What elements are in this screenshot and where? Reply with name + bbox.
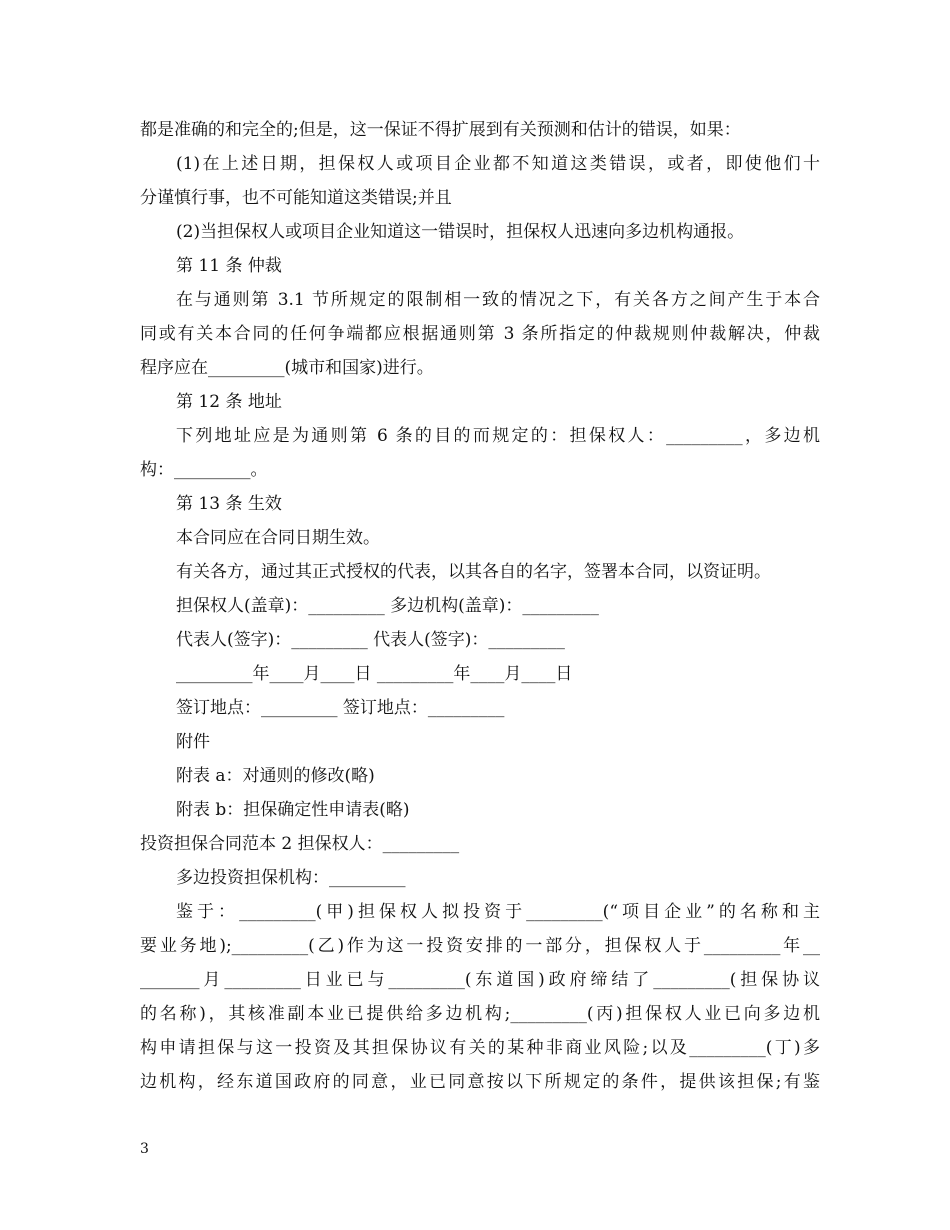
text-line: 构申请担保与这一投资及其担保协议有关的某种非商业风险;以及_________(丁)多 [140, 1038, 820, 1058]
text-line: 第 11 条 仲裁 [176, 256, 282, 276]
text-line: 要业务地);_________(乙)作为这一投资安排的一部分，担保权人于_________年__ [140, 936, 820, 956]
text-line: 构：_________。 [140, 460, 268, 480]
text-line: 程序应在_________(城市和国家)进行。 [140, 358, 434, 378]
page-number: 3 [140, 1141, 149, 1157]
text-line: 担保权人(盖章)：_________ 多边机构(盖章)：_________ [176, 596, 599, 616]
text-line: 代表人(签字)：_________ 代表人(签字)：_________ [176, 630, 565, 650]
text-line: _________年____月____日 _________年____月____日 [176, 664, 573, 684]
text-line: (1)在上述日期，担保权人或项目企业都不知道这类错误，或者，即使他们十 [176, 154, 820, 174]
text-line: 鉴于：_________(甲)担保权人拟投资于_________(“项目企业”的名称和主 [176, 902, 820, 922]
text-line: 附表 a：对通则的修改(略) [176, 766, 375, 786]
text-line: 投资担保合同范本 2 担保权人：_________ [140, 834, 460, 854]
text-line: 下列地址应是为通则第 6 条的目的而规定的：担保权人：_________，多边机 [176, 426, 820, 446]
text-line: 分谨慎行事，也不可能知道这类错误;并且 [140, 188, 452, 208]
text-line: 边机构，经东道国政府的同意，业已同意按以下所规定的条件，提供该担保;有鉴 [140, 1072, 820, 1092]
text-line: 签订地点：_________ 签订地点：_________ [176, 698, 505, 718]
text-line: 多边投资担保机构：_________ [176, 868, 406, 888]
text-line: (2)当担保权人或项目企业知道这一错误时，担保权人迅速向多边机构通报。 [176, 222, 745, 242]
text-line: 在与通则第 3.1 节所规定的限制相一致的情况之下，有关各方之间产生于本合 [176, 290, 820, 310]
text-line: 都是准确的和完全的;但是，这一保证不得扩展到有关预测和估计的错误，如果： [140, 120, 741, 140]
text-line: 附表 b：担保确定性申请表(略) [176, 800, 410, 820]
text-line: 附件 [176, 732, 210, 752]
text-line: 第 13 条 生效 [176, 494, 282, 514]
text-line: 同或有关本合同的任何争端都应根据通则第 3 条所指定的仲裁规则仲裁解决，仲裁 [140, 324, 820, 344]
text-line: 的名称)，其核准副本业已提供给多边机构;_________(丙)担保权人业已向多边机 [140, 1004, 820, 1024]
text-line: _______月_________日业已与_________(东道国)政府缔结了_________(担保协议 [140, 970, 820, 990]
text-line: 有关各方，通过其正式授权的代表，以其各自的名字，签署本合同，以资证明。 [176, 562, 771, 582]
text-line: 第 12 条 地址 [176, 392, 282, 412]
text-line: 本合同应在合同日期生效。 [176, 528, 380, 548]
